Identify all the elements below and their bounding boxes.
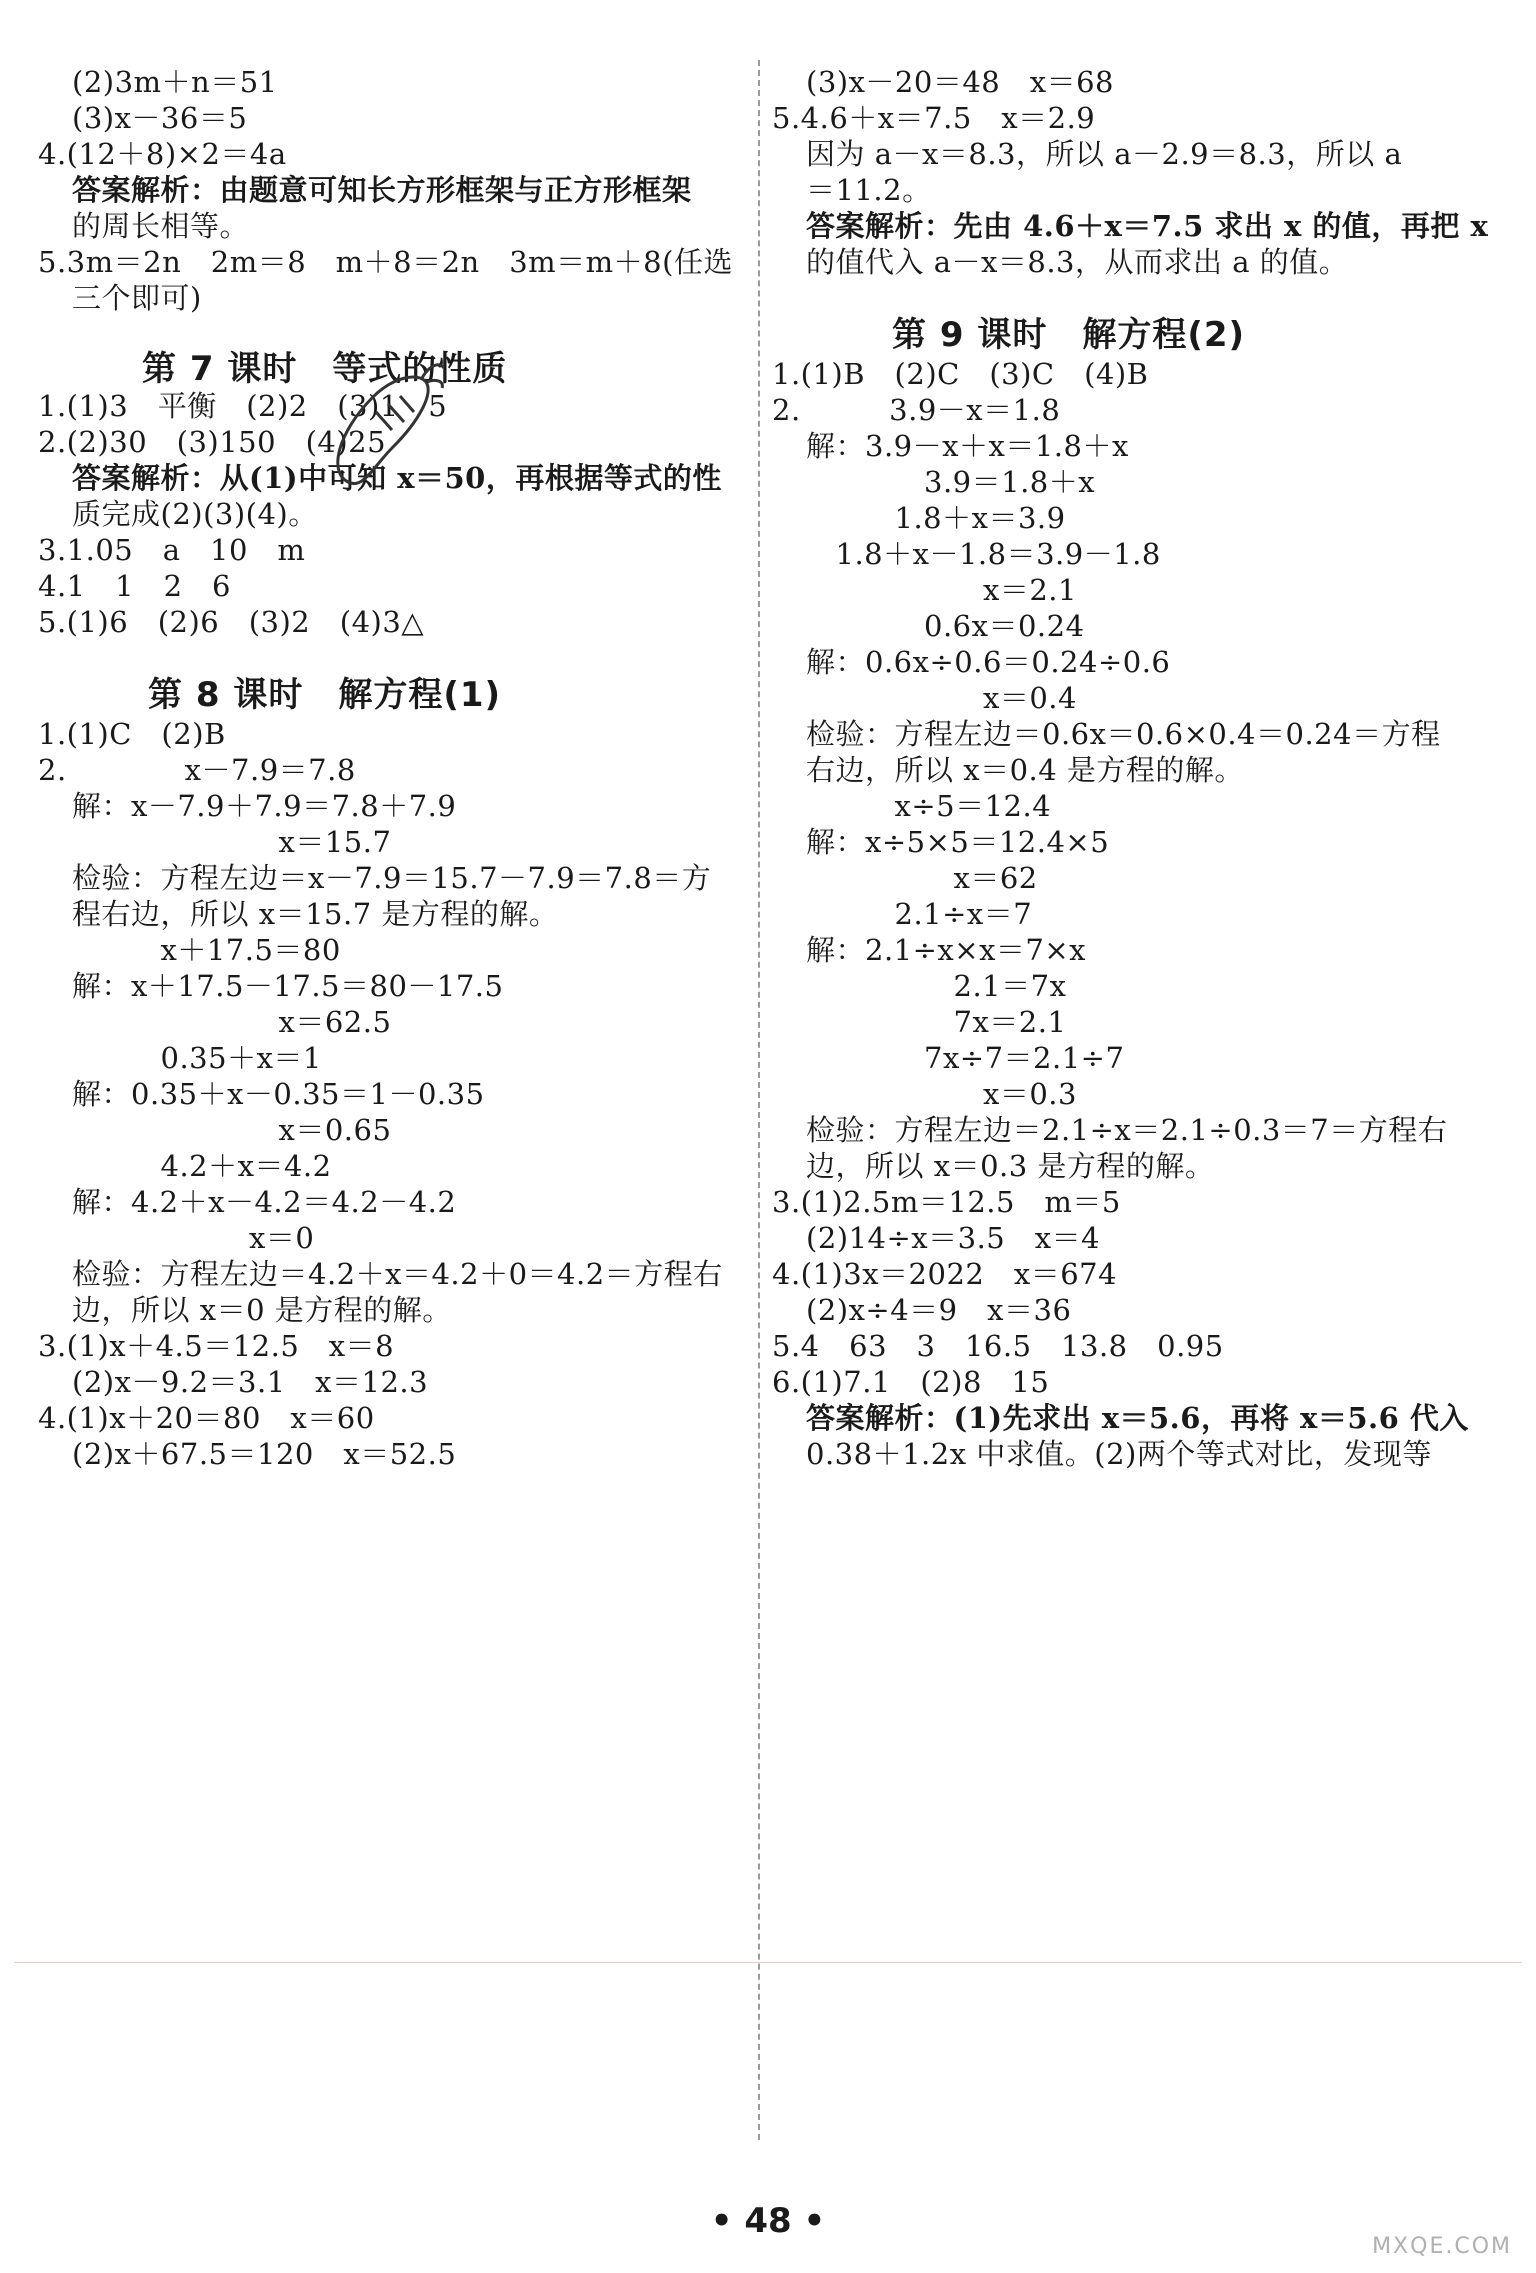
text-line: 7x＝2.1 [806, 1005, 1067, 1039]
page-number: • 48 • [710, 2201, 826, 2241]
text-line: x＝0.3 [806, 1077, 1077, 1111]
text-line: (3)x－20＝48 x＝68 [806, 65, 1114, 99]
answer-explanation: 答案解析：先由 4.6＋x＝7.5 求出 x 的值，再把 x [806, 209, 1489, 243]
text-line: 解：x＋17.5－17.5＝80－17.5 [72, 969, 504, 1003]
text-line: (2)3m＋n＝51 [72, 65, 278, 99]
text-line: ＝11.2。 [806, 173, 932, 207]
text-line: (3)x－36＝5 [72, 101, 248, 135]
text-line: 检验：方程左边＝0.6x＝0.6×0.4＝0.24＝方程 [806, 717, 1441, 751]
text-line: 检验：方程左边＝2.1÷x＝2.1÷0.3＝7＝方程右 [806, 1113, 1448, 1147]
text-line: (2)x－9.2＝3.1 x＝12.3 [72, 1365, 429, 1399]
text-line: x＝2.1 [806, 573, 1077, 607]
text-line: x＋17.5＝80 [72, 933, 341, 967]
carrot-doodle-icon [318, 352, 448, 502]
text-line: 右边，所以 x＝0.4 是方程的解。 [806, 753, 1244, 787]
text-line: 解：x÷5×5＝12.4×5 [806, 825, 1110, 859]
text-line: 3.9＝1.8＋x [806, 465, 1096, 499]
text-line: (2)14÷x＝3.5 x＝4 [806, 1221, 1101, 1255]
text-line: 解：4.2＋x－4.2＝4.2－4.2 [72, 1185, 457, 1219]
text-line: 2.(2)30 (3)150 (4)25 [38, 425, 387, 459]
text-line: 检验：方程左边＝x－7.9＝15.7－7.9＝7.8＝方 [72, 861, 712, 895]
text-line: 4.2＋x＝4.2 [72, 1149, 332, 1183]
text-line: 4.(1)x＋20＝80 x＝60 [38, 1401, 375, 1435]
text-line: 质完成(2)(3)(4)。 [72, 497, 318, 531]
text-line: x＝62.5 [72, 1005, 392, 1039]
text-line: 0.38＋1.2x 中求值。(2)两个等式对比，发现等 [806, 1437, 1432, 1471]
watermark: MXQE.COM [1372, 2234, 1512, 2259]
text-line: 检验：方程左边＝4.2＋x＝4.2＋0＝4.2＝方程右 [72, 1257, 723, 1291]
answer-explanation: 答案解析：(1)先求出 x＝5.6，再将 x＝5.6 代入 [806, 1401, 1469, 1435]
text-line: 的值代入 a－x＝8.3，从而求出 a 的值。 [806, 245, 1349, 279]
text-line: 3.(1)x＋4.5＝12.5 x＝8 [38, 1329, 395, 1363]
text-line: x＝62 [806, 861, 1038, 895]
answer-explanation: 答案解析：由题意可知长方形框架与正方形框架 [72, 173, 692, 207]
text-line: x÷5＝12.4 [806, 789, 1052, 823]
text-line: 1.8＋x＝3.9 [806, 501, 1066, 535]
text-line: x＝15.7 [72, 825, 392, 859]
text-line: 2. 3.9－x＝1.8 [772, 393, 1061, 427]
text-line: 1.(1)3 平衡 (2)2 (3)1 5 [38, 389, 448, 423]
text-line: 三个即可) [72, 281, 202, 315]
text-line: 4.(1)3x＝2022 x＝674 [772, 1257, 1118, 1291]
text-line: 5.4 63 3 16.5 13.8 0.95 [772, 1329, 1224, 1363]
text-line: 0.6x＝0.24 [806, 609, 1085, 643]
text-line: (2)x÷4＝9 x＝36 [806, 1293, 1072, 1327]
text-line: 1.8＋x－1.8＝3.9－1.8 [806, 537, 1161, 571]
column-divider [758, 60, 760, 2140]
text-line: x＝0 [72, 1221, 315, 1255]
text-line: x＝0.65 [72, 1113, 392, 1147]
text-line: 解：2.1÷x×x＝7×x [806, 933, 1087, 967]
section-heading-lesson-9: 第 9 课时 解方程(2) [892, 315, 1246, 355]
text-line: 程右边，所以 x＝15.7 是方程的解。 [72, 897, 559, 931]
text-line: 2.1÷x＝7 [806, 897, 1033, 931]
text-line: 因为 a－x＝8.3，所以 a－2.9＝8.3，所以 a [806, 137, 1403, 171]
answer-explanation: 答案解析：从(1)中可知 x＝50，再根据等式的性 [72, 461, 722, 495]
text-line: 1.(1)C (2)B [38, 717, 226, 751]
text-line: 3.1.05 a 10 m [38, 533, 306, 567]
text-line: 解：3.9－x＋x＝1.8＋x [806, 429, 1129, 463]
text-line: 3.(1)2.5m＝12.5 m＝5 [772, 1185, 1121, 1219]
text-line: 0.35＋x＝1 [72, 1041, 322, 1075]
text-line: 边，所以 x＝0.3 是方程的解。 [806, 1149, 1215, 1183]
text-line: 边，所以 x＝0 是方程的解。 [72, 1293, 452, 1327]
text-line: 7x÷7＝2.1÷7 [806, 1041, 1125, 1075]
text-line: 解：0.6x÷0.6＝0.24÷0.6 [806, 645, 1171, 679]
section-heading-lesson-7: 第 7 课时 等式的性质 [142, 349, 508, 389]
text-line: 6.(1)7.1 (2)8 15 [772, 1365, 1050, 1399]
text-line: 1.(1)B (2)C (3)C (4)B [772, 357, 1149, 391]
text-line: 解：0.35＋x－0.35＝1－0.35 [72, 1077, 485, 1111]
section-heading-lesson-8: 第 8 课时 解方程(1) [148, 675, 502, 715]
text-line: 的周长相等。 [72, 209, 250, 243]
text-line: 5.(1)6 (2)6 (3)2 (4)3△ [38, 605, 425, 639]
text-line: 4.(12＋8)×2＝4a [38, 137, 287, 171]
text-line: 5.3m＝2n 2m＝8 m＋8＝2n 3m＝m＋8(任选 [38, 245, 733, 279]
text-line: 解：x－7.9＋7.9＝7.8＋7.9 [72, 789, 457, 823]
decorative-rule [14, 1962, 1522, 1963]
text-line: 2.1＝7x [806, 969, 1067, 1003]
text-line: 4.1 1 2 6 [38, 569, 231, 603]
text-line: (2)x＋67.5＝120 x＝52.5 [72, 1437, 457, 1471]
text-line: 5.4.6＋x＝7.5 x＝2.9 [772, 101, 1096, 135]
text-line: x＝0.4 [806, 681, 1077, 715]
text-line: 2. x－7.9＝7.8 [38, 753, 356, 787]
